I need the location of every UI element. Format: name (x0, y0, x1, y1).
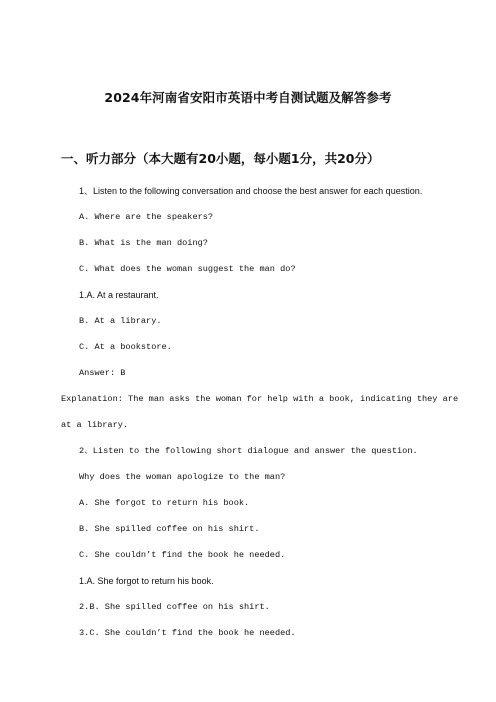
answer-list-item-2: 2.B. She spilled coffee on his shirt. (79, 602, 270, 612)
question-1-option-b: B. What is the man doing? (79, 238, 208, 248)
question-2-prompt: Why does the woman apologize to the man? (79, 472, 286, 482)
document-title: 2024年河南省安阳市英语中考自测试题及解答参考 (104, 90, 392, 105)
question-1-option-a: A. Where are the speakers? (79, 212, 214, 222)
answer-choice-b: B. At a library. (79, 316, 162, 326)
question-2-option-b: B. She spilled coffee on his shirt. (79, 524, 260, 534)
section-heading: 一、听力部分（本大题有20小题，每小题1分，共20分） (61, 151, 380, 166)
explanation-line-1: Explanation: The man asks the woman for help with a book, indicating they are (61, 394, 459, 404)
question-1-option-c: C. What does the woman suggest the man do? (79, 264, 296, 274)
answer-list-item-3: 3.C. She couldn’t find the book he needed. (79, 628, 296, 638)
answer-list-item-1: 1.A. She forgot to return his book. (79, 576, 214, 586)
explanation-line-2: at a library. (61, 420, 129, 430)
question-2-option-a: A. She forgot to return his book. (79, 498, 250, 508)
question-2-option-c: C. She couldn’t find the book he needed. (79, 550, 286, 560)
answer-choice-1a: 1.A. At a restaurant. (79, 290, 159, 300)
question-2-instruction: 2、Listen to the following short dialogue and answer the question. (79, 446, 418, 456)
answer-choice-c: C. At a bookstore. (79, 342, 172, 352)
question-1-instruction: 1、Listen to the following conversation and choose the best answer for each question. (79, 186, 423, 196)
answer-line: Answer: B (79, 368, 126, 378)
